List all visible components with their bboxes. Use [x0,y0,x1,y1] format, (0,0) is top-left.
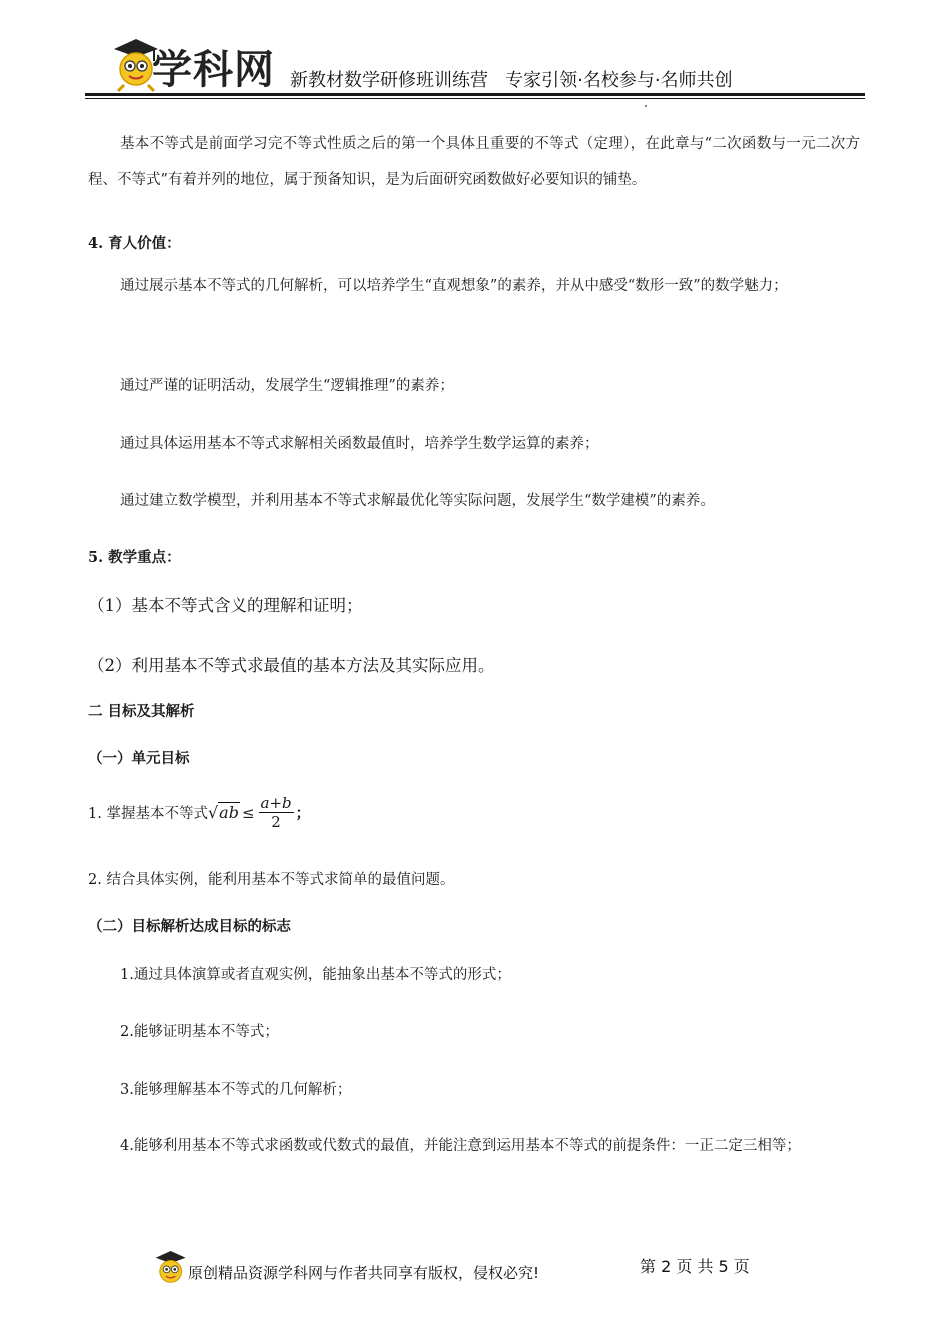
goal-1 [88,794,310,831]
goal-1-text: 1. 掌握基本不等式 [88,806,208,822]
header-slogan: 新教材数学研修班训练营 专家引领·名校参与·名师共创 [290,70,733,91]
goal-2: 2. 结合具体实例，能利用基本不等式求简单的最值问题。 [88,872,455,888]
fraction-denominator: 2 [271,813,281,831]
header-rule-thin [85,98,865,99]
value-item-4: 通过建立数学模型，并利用基本不等式求解最优化等实际问题，发展学生“数学建模”的素养。 [120,493,715,509]
intro-paragraph: 基本不等式是前面学习完不等式性质之后的第一个具体且重要的不等式（定理），在此章与“二次函数与一元二次方程、不等式”有着并列的地位，属于预备知识，是为后面研究函数做好必要知识的铺垫。 [88,136,860,188]
section-4-title: 4. 育人价值： [88,235,181,252]
analysis-item-3: 3.能够理解基本不等式的几何解析； [120,1082,352,1098]
analysis-item-1: 1.通过具体演算或者直观实例，能抽象出基本不等式的形式； [120,967,511,983]
unit-goal-title: （一）单元目标 [88,750,190,767]
section-5-title: 5. 教学重点： [88,549,181,566]
analysis-title: （二）目标解析达成目标的标志 [88,918,291,935]
value-item-2: 通过严谨的证明活动，发展学生“逻辑推理”的素养； [120,378,454,394]
footer-copyright: 原创精品资源学科网与作者共同享有版权，侵权必究! [188,1264,540,1282]
value-item-3: 通过具体运用基本不等式求解相关函数最值时，培养学生数学运算的素养； [120,436,599,452]
key-point-2: （2）利用基本不等式求最值的基本方法及其实际应用。 [88,656,495,675]
fraction [259,794,294,831]
logo-text: 学科网 [152,47,275,93]
footer-mascot-icon [153,1248,187,1288]
part-2-title: 二 目标及其解析 [88,703,195,720]
key-point-1: （1）基本不等式含义的理解和证明； [88,596,363,615]
footer-page-number: 第 2 页 共 5 页 [640,1257,750,1276]
value-item-1: 通过展示基本不等式的几何解析，可以培养学生“直观想象”的素养，并从中感受“数形一致”的数学魅力； [120,278,788,294]
analysis-item-2: 2.能够证明基本不等式； [120,1024,279,1040]
relation-sign: ≤ [241,803,255,822]
sqrt-expression: √ab [207,803,239,822]
header-rule-thick [85,93,865,96]
fraction-numerator: a+b [260,794,292,812]
sqrt-radicand: ab [219,803,239,822]
scan-dot [645,105,647,107]
goal-1-suffix: ； [295,805,311,822]
analysis-item-4: 4.能够利用基本不等式求函数或代数式的最值，并能注意到运用基本不等式的前提条件：一正二定三相等； [120,1138,801,1154]
